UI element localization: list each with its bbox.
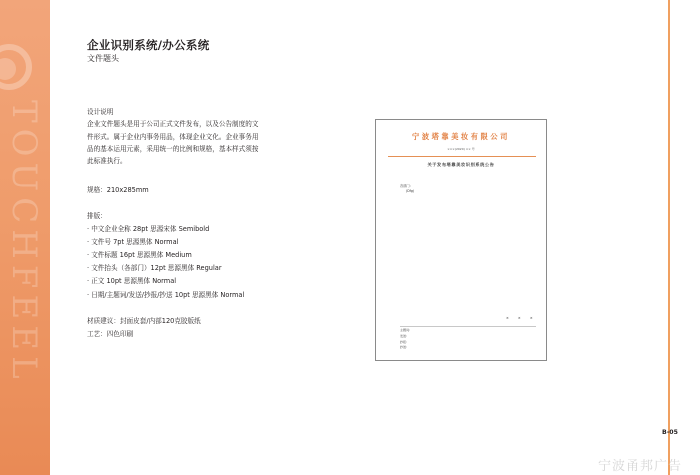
right-divider <box>668 0 670 475</box>
letterhead-divider <box>388 156 536 157</box>
letterhead-footer-item: 主题词： <box>400 328 413 332</box>
typography-list <box>87 210 244 302</box>
spec-size: 规格：210x285mm <box>87 186 149 194</box>
description-paragraph: 企业文件题头是用于公司正式文件发布，以及公告制度的文件形式。属于企业内事务用品，体现企业文化。企业事务用品的基本运用元素，采用统一的比例和规格，基本样式须按此标准执行。 <box>87 120 259 166</box>
letterhead-body: (Dfg) <box>406 189 415 193</box>
letterhead-footer <box>400 328 412 351</box>
design-description <box>87 106 262 167</box>
typography-item: · 正文 10pt 思源黑体 Normal <box>87 277 177 286</box>
typography-item: · 文件号 7pt 思源黑体 Normal <box>87 238 179 247</box>
footer-watermark: 宁波甬邦广告 <box>598 459 683 474</box>
material-item: 工艺：四色印刷 <box>87 330 134 338</box>
typography-item: · 文件抬头（各部门）12pt 思源黑体 Regular <box>87 264 222 273</box>
letterhead-doc-title: 关于发布塔靠美妆识别系统公告 <box>427 162 495 167</box>
page-title: 企业识别系统/办公系统 <box>87 38 210 52</box>
letterhead-footer-item: 发送： <box>400 333 410 338</box>
brand-band <box>0 0 50 475</box>
description-heading: 设计说明 <box>87 108 114 116</box>
typography-heading: 排版： <box>87 212 107 220</box>
typography-item: · 中文企业全称 28pt 思源宋体 Semibold <box>87 225 210 234</box>
letterhead-signature: × × × <box>506 316 537 320</box>
material-item: 材质建议：封面皮套/内部120克胶版纸 <box>87 317 201 325</box>
letterhead-footer-divider <box>400 326 536 327</box>
letterhead-footer-item: 抄报： <box>400 339 410 344</box>
letterhead-company-name: 宁波塔靠美妆有限公司 <box>412 132 510 141</box>
letterhead-doc-number: ×××(2020) ×× 号 <box>447 147 475 151</box>
typography-item: · 文件标题 16pt 思源黑体 Medium <box>87 251 192 260</box>
letterhead-footer-item: 抄送： <box>400 345 410 350</box>
material-notes <box>87 315 201 341</box>
page-subtitle: 文件题头 <box>87 54 119 63</box>
letterhead-dept: 各部门： <box>400 184 413 188</box>
brand-watermark: TOUCHFEEL <box>4 100 44 385</box>
letterhead-mockup <box>375 119 547 361</box>
typography-item: · 日期/主题词/发送/抄报/抄送 10pt 思源黑体 Normal <box>87 290 245 299</box>
page-number: B-05 <box>662 429 678 436</box>
